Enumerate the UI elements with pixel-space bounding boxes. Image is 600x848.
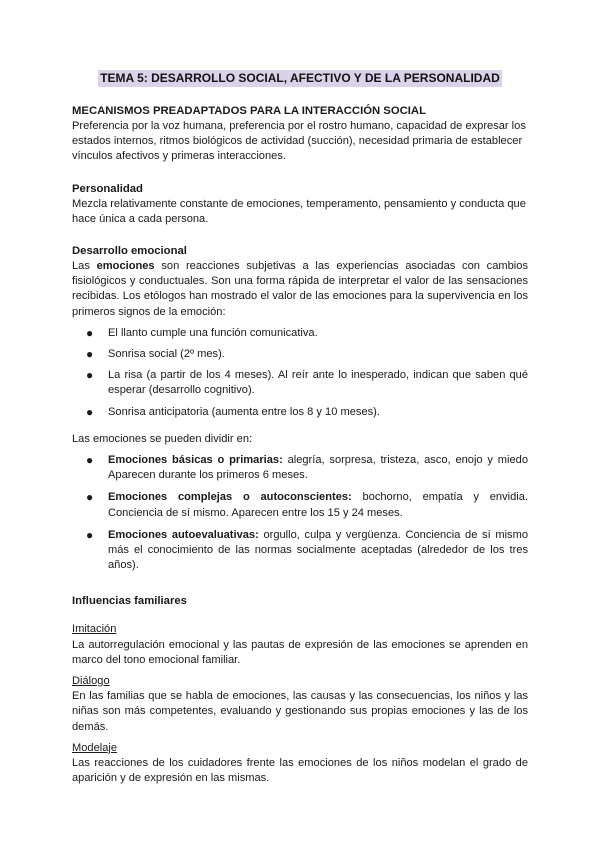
list-item	[72, 528, 528, 574]
paragraph-desarrollo-intro	[72, 259, 528, 320]
list-item-text: La risa (a partir de los 4 meses). Al reír ante lo inesperado, indican que saben qué esperar (desarrollo cognitivo).	[108, 369, 528, 397]
category-text: alegría, sorpresa, tristeza, asco, enojo y miedo Aparecen durante los primeros 6 meses.	[108, 454, 528, 482]
paragraph-personalidad: Mezcla relativamente constante de emociones, temperamento, pensamiento y conducta que hace única a cada persona.	[72, 197, 526, 225]
document-content	[72, 103, 528, 787]
paragraph-mecanismos: Preferencia por la voz humana, preferencia por el rostro humano, capacidad de expresar los estados internos, ritmos biológicos de actividad (succión), necesidad primaria de establecer vínculos afectivos y primeras interacciones.	[72, 120, 526, 163]
subheading-modelaje: Modelaje	[72, 741, 118, 754]
list-item-text: Sonrisa social (2º mes).	[108, 348, 225, 361]
category-text: orgullo, culpa y vergüenza. Conciencia de sí mismo más el conocimiento de las normas socialmente aceptadas (alrededor de los tres años).	[108, 528, 528, 572]
bullet-icon: ●	[86, 490, 94, 505]
list-item	[72, 453, 528, 483]
paragraph-divide-intro: Las emociones se pueden dividir en:	[72, 432, 253, 445]
section-personalidad	[72, 181, 528, 227]
emotion-categories-list	[72, 453, 528, 573]
list-item	[72, 405, 528, 420]
section-mecanismos	[72, 103, 528, 165]
bullet-icon: ●	[86, 527, 94, 542]
intro-pre: Las	[72, 260, 97, 273]
bullet-icon: ●	[86, 453, 94, 468]
title-wrap	[0, 70, 600, 87]
category-text: bochorno, empatía y envidia. Conciencia de sí mismo. Aparecen entre los 15 y 24 meses.	[108, 491, 528, 519]
bullet-icon: ●	[86, 325, 94, 340]
list-item	[72, 490, 528, 520]
section-influencias	[72, 593, 528, 786]
subheading-dialogo: Diálogo	[72, 675, 110, 688]
subheading-imitacion: Imitación	[72, 623, 117, 636]
list-item-text: Sonrisa anticipatoria (aumenta entre los 8 y 10 meses).	[108, 405, 380, 418]
bullet-icon: ●	[86, 347, 94, 362]
list-item	[72, 347, 528, 362]
bullet-icon: ●	[86, 368, 94, 383]
intro-post: son reacciones subjetivas a las experiencias asociadas con cambios fisiológicos y conductuales. Son una forma rápida de interpretar el valor de las sensaciones recibidas. Los etólogos han mostrado el valor de las emociones para la supervivencia en los primeros signos de la emoción:	[72, 260, 528, 318]
emotion-signs-list	[72, 326, 528, 420]
paragraph-imitacion: La autorregulación emocional y las pautas de expresión de las emociones se aprenden en marco del tono emocional familiar.	[72, 638, 528, 666]
bullet-icon: ●	[86, 404, 94, 419]
paragraph-modelaje: Las reacciones de los cuidadores frente las emociones de los niños modelan el grado de aparición y de expresión en las mismas.	[72, 757, 528, 785]
category-name: Emociones complejas o autoconscientes:	[108, 491, 352, 504]
list-item-text: El llanto cumple una función comunicativa.	[108, 326, 318, 339]
section-heading-influencias: Influencias familiares	[72, 595, 187, 608]
section-heading-personalidad: Personalidad	[72, 182, 143, 195]
section-heading-mecanismos: MECANISMOS PREADAPTADOS PARA LA INTERACCIÓN SOCIAL	[72, 105, 426, 117]
category-name: Emociones autoevaluativas:	[108, 528, 259, 541]
page-title: TEMA 5: DESARROLLO SOCIAL, AFECTIVO Y DE LA PERSONALIDAD	[100, 71, 500, 85]
section-heading-desarrollo: Desarrollo emocional	[72, 245, 187, 258]
list-item	[72, 368, 528, 398]
paragraph-dialogo: En las familias que se habla de emociones, las causas y las consecuencias, los niños y las niñas son más competentes, evaluando y gestionando sus propias emociones y las de los demás.	[72, 690, 528, 733]
intro-bold-emociones: emociones	[96, 260, 155, 273]
category-name: Emociones básicas o primarias:	[108, 454, 283, 467]
section-desarrollo-emocional	[72, 243, 528, 573]
list-item	[72, 326, 528, 341]
